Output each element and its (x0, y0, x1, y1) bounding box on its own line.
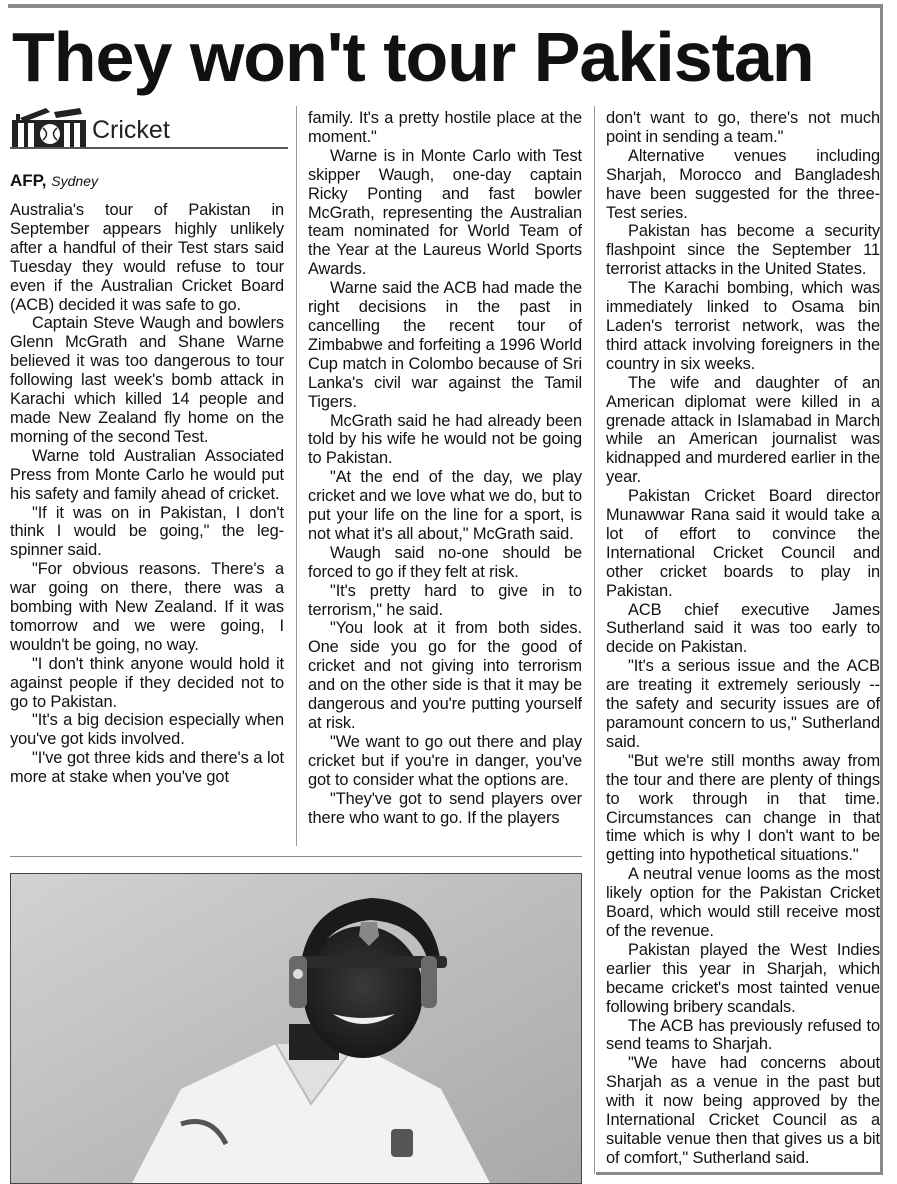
top-rule (8, 4, 880, 8)
headline: They won't tour Pakistan (12, 18, 814, 96)
bottom-rule (596, 1172, 883, 1175)
article-paragraph: Captain Steve Waugh and bowlers Glenn McGrath and Shane Warne believed it was too dangerous to tour following last week's bomb attack in Karachi which killed 14 people and made New Zealand fly home on the morning of the second Test. (10, 314, 284, 446)
article-paragraph: The wife and daughter of an American diplomat were killed in a grenade attack in Islamabad in March while an American journalist was kidnapped and murdered earlier in the year. (606, 373, 880, 487)
article-column-1 (10, 201, 284, 851)
right-border-rule (880, 4, 883, 1174)
article-paragraph: "I don't think anyone would hold it against people if they decided not to go to Pakistan. (10, 654, 284, 711)
article-column-2 (308, 109, 582, 851)
cricketer-photo (10, 873, 582, 1184)
article-paragraph: "For obvious reasons. There's a war going on there, there was a bombing with New Zealand. If it was tomorrow and we were going, I wouldn't be going, no way. (10, 560, 284, 654)
article-paragraph: don't want to go, there's not much point in sending a team." (606, 109, 880, 146)
cricketer-photo-illustration (11, 874, 582, 1184)
article-paragraph: ACB chief executive James Sutherland said it was too early to decide on Pakistan. (606, 600, 880, 657)
cricket-gear-icon (10, 106, 88, 150)
article-paragraph: "You look at it from both sides. One side you go for the good of cricket and not giving into terrorism and on the other side is that it may be dangerous and you're putting yourself at risk. (308, 619, 582, 732)
article-paragraph: The Karachi bombing, which was immediately linked to Osama bin Laden's terrorist network, was the third attack involving foreigners in the country in six weeks. (606, 279, 880, 373)
article-paragraph: family. It's a pretty hostile place at the moment." (308, 109, 582, 146)
article-paragraph: Warne told Australian Associated Press from Monte Carlo he would put his safety and family ahead of cricket. (10, 446, 284, 503)
article-paragraph: Warne is in Monte Carlo with Test skipper Waugh, one-day captain Ricky Ponting and fast bowler McGrath, representing the Australian team nominated for World Team of the Year at the Laureus World Sports Awards. (308, 146, 582, 279)
article-paragraph: "I've got three kids and there's a lot more at stake when you've got (10, 749, 284, 787)
column-divider (594, 106, 595, 1174)
article-paragraph: "It's a big decision especially when you've got kids involved. (10, 711, 284, 749)
article-paragraph: "But we're still months away from the tour and there are plenty of things to work through in that time. Circumstances can change in that time which is why I don't want to be getting into hypothetical situations." (606, 751, 880, 865)
section-tag (10, 106, 290, 150)
article-paragraph: "We want to go out there and play cricket but if you're in danger, you've got to consider what the options are. (308, 732, 582, 789)
article-paragraph: "If it was on in Pakistan, I don't think I would be going," the leg-spinner said. (10, 503, 284, 560)
article-paragraph: Pakistan Cricket Board director Munawwar Rana said it would take a lot of effort to convince the International Cricket Council and other cricket boards to play in Pakistan. (606, 487, 880, 600)
byline (10, 170, 98, 192)
section-label: Cricket (92, 116, 170, 144)
byline-city: Sydney (51, 173, 98, 189)
article-paragraph: A neutral venue looms as the most likely option for the Pakistan Cricket Board, which would still receive most of the revenue. (606, 865, 880, 940)
article-paragraph: "We have had concerns about Sharjah as a venue in the past but with it now being approved by the International Cricket Council as a suitable venue then that gives us a bit of comfort," Sutherland said. (606, 1054, 880, 1167)
article-paragraph: The ACB has previously refused to send teams to Sharjah. (606, 1016, 880, 1054)
byline-agency: AFP, (10, 171, 47, 190)
photo-top-rule (10, 856, 582, 857)
article-paragraph: Warne said the ACB had made the right decisions in the past in cancelling the recent tour of Zimbabwe and forfeiting a 1996 World Cup match in Colombo because of Sri Lanka's civil war against the Tamil Tigers. (308, 279, 582, 411)
article-paragraph: McGrath said he had already been told by his wife he would not be going to Pakistan. (308, 411, 582, 468)
article-paragraph: "They've got to send players over there who want to go. If the players (308, 789, 582, 827)
section-rule (10, 147, 288, 149)
article-paragraph: Waugh said no-one should be forced to go if they felt at risk. (308, 543, 582, 581)
article-column-3 (606, 109, 880, 1175)
article-paragraph: Pakistan has become a security flashpoint since the September 11 terrorist attacks in the United States. (606, 222, 880, 279)
article-paragraph: "It's a serious issue and the ACB are treating it extremely seriously -- the safety and security issues are of paramount concern to us," Sutherland said. (606, 657, 880, 751)
article-paragraph: "It's pretty hard to give in to terrorism," he said. (308, 581, 582, 619)
article-paragraph: Alternative venues including Sharjah, Morocco and Bangladesh have been suggested for the three-Test series. (606, 146, 880, 222)
column-divider (296, 106, 297, 846)
article-paragraph: Pakistan played the West Indies earlier this year in Sharjah, which became cricket's most tainted venue following bribery scandals. (606, 940, 880, 1016)
article-paragraph: Australia's tour of Pakistan in September appears highly unlikely after a handful of their Test stars said Tuesday they would refuse to tour even if the Australian Cricket Board (ACB) decided it was safe to go. (10, 201, 284, 314)
article-paragraph: "At the end of the day, we play cricket and we love what we do, but to put your life on the line for a sport, is not what it's all about," McGrath said. (308, 468, 582, 543)
